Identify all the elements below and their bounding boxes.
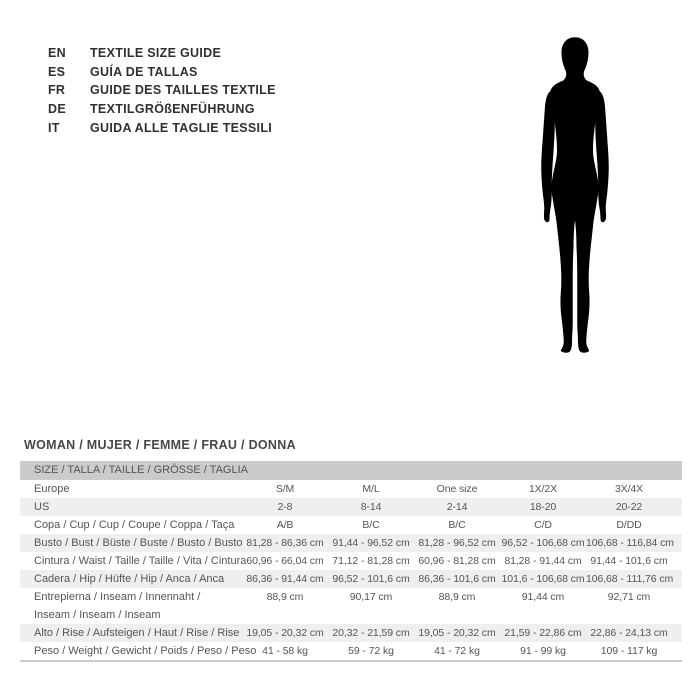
guide-title-es: GUÍA DE TALLAS xyxy=(90,64,198,79)
cell-value: B/C xyxy=(362,519,380,531)
cell-value: 106,68 - 116,84 cm xyxy=(586,537,674,549)
table-row-us xyxy=(20,498,682,516)
size-table-body xyxy=(20,480,682,660)
cell-value: 86,36 - 101,6 cm xyxy=(418,573,496,585)
section-title-woman: WOMAN / MUJER / FEMME / FRAU / DONNA xyxy=(24,438,296,452)
table-row-bust xyxy=(20,534,682,552)
cell-value: 19,05 - 20,32 cm xyxy=(246,627,324,639)
cell-value: 21,59 - 22,86 cm xyxy=(504,627,582,639)
table-row-hip xyxy=(20,570,682,588)
language-row-it xyxy=(48,118,276,137)
cell-value: 20,32 - 21,59 cm xyxy=(332,627,410,639)
cell-value: D/DD xyxy=(616,519,642,531)
language-row-de xyxy=(48,100,276,119)
table-row-inseam xyxy=(20,588,682,624)
cell-value: 1X/2X xyxy=(528,483,558,495)
cell-value: 59 - 72 kg xyxy=(348,645,394,657)
cell-value: 81,28 - 91,44 cm xyxy=(504,555,582,567)
cell-value: 41 - 72 kg xyxy=(434,645,480,657)
cell-value: 91,44 cm xyxy=(521,591,565,603)
table-row-europe xyxy=(20,480,682,498)
language-row-es xyxy=(48,63,276,82)
language-code: FR xyxy=(48,83,66,98)
woman-silhouette-icon xyxy=(530,35,620,357)
guide-title-de: TEXTILGRÖßENFÜHRUNG xyxy=(90,102,255,117)
cell-value: 19,05 - 20,32 cm xyxy=(418,627,496,639)
cell-value: 101,6 - 106,68 cm xyxy=(501,573,585,585)
cell-value: 91 - 99 kg xyxy=(520,645,566,657)
cell-value: M/L xyxy=(362,483,380,495)
cell-value: 96,52 - 106,68 cm xyxy=(501,537,585,549)
cell-value: 92,71 cm xyxy=(607,591,651,603)
row-label: Europe xyxy=(34,483,70,495)
language-row-en xyxy=(48,44,276,63)
cell-value: 8-14 xyxy=(360,501,382,513)
cell-value: 90,17 cm xyxy=(349,591,393,603)
guide-title-fr: GUIDE DES TAILLES TEXTILE xyxy=(90,83,276,98)
guide-title-en: TEXTILE SIZE GUIDE xyxy=(90,46,222,61)
cell-value: 96,52 - 101,6 cm xyxy=(332,573,410,585)
row-label-line1: Entrepierna / Inseam / Innennaht / xyxy=(34,591,201,603)
row-label xyxy=(20,588,242,624)
cell-value: 41 - 58 kg xyxy=(262,645,308,657)
cell-value: 88,9 cm xyxy=(266,591,304,603)
cell-value: 81,28 - 86,36 cm xyxy=(246,537,324,549)
language-code: IT xyxy=(48,120,60,135)
cell-value: 2-14 xyxy=(446,501,468,513)
cell-value: 91,44 - 101,6 cm xyxy=(590,555,668,567)
language-code: ES xyxy=(48,64,66,79)
cell-value: 18-20 xyxy=(529,501,557,513)
size-table xyxy=(20,461,682,662)
cell-value: 2-8 xyxy=(277,501,293,513)
row-label: Busto / Bust / Büste / Buste / Busto / Busto xyxy=(34,537,243,549)
guide-title-it: GUIDA ALLE TAGLIE TESSILI xyxy=(90,120,273,135)
cell-value: 91,44 - 96,52 cm xyxy=(332,537,410,549)
row-label-line2: Inseam / Inseam / Inseam xyxy=(34,609,161,621)
table-row-weight xyxy=(20,642,682,660)
language-code: DE xyxy=(48,102,66,117)
cell-value: 71,12 - 81,28 cm xyxy=(332,555,410,567)
cell-value: 60,96 - 66,04 cm xyxy=(246,555,324,567)
table-row-cup xyxy=(20,516,682,534)
cell-value: A/B xyxy=(276,519,294,531)
cell-value: 22,86 - 24,13 cm xyxy=(590,627,668,639)
cell-value: 106,68 - 111,76 cm xyxy=(586,573,674,585)
cell-value: S/M xyxy=(275,483,295,495)
cell-value: 88,9 cm xyxy=(438,591,476,603)
row-label: Copa / Cup / Cup / Coupe / Coppa / Taça xyxy=(34,519,235,531)
cell-value: 86,36 - 91,44 cm xyxy=(246,573,324,585)
language-title-list xyxy=(48,44,276,137)
cell-value: 20-22 xyxy=(615,501,643,513)
table-row-rise xyxy=(20,624,682,642)
row-label: Cintura / Waist / Taille / Taille / Vita / Cintura xyxy=(34,555,247,567)
size-table-header: SIZE / TALLA / TAILLE / GRÖSSE / TAGLIA xyxy=(20,461,682,480)
cell-value: 109 - 117 kg xyxy=(600,645,658,657)
row-label: US xyxy=(34,501,50,513)
row-label: Cadera / Hip / Hüfte / Hip / Anca / Anca xyxy=(34,573,225,585)
cell-value: 3X/4X xyxy=(614,483,644,495)
language-code: EN xyxy=(48,46,66,61)
cell-value: B/C xyxy=(448,519,466,531)
language-row-fr xyxy=(48,81,276,100)
row-label: Peso / Weight / Gewicht / Poids / Peso / Peso xyxy=(34,645,257,657)
cell-value: 81,28 - 96,52 cm xyxy=(418,537,496,549)
table-row-waist xyxy=(20,552,682,570)
cell-value: C/D xyxy=(534,519,552,531)
cell-value: 60,96 - 81,28 cm xyxy=(418,555,496,567)
cell-value: One size xyxy=(436,483,478,495)
row-label: Alto / Rise / Aufsteigen / Haut / Rise / Rise xyxy=(34,627,240,639)
